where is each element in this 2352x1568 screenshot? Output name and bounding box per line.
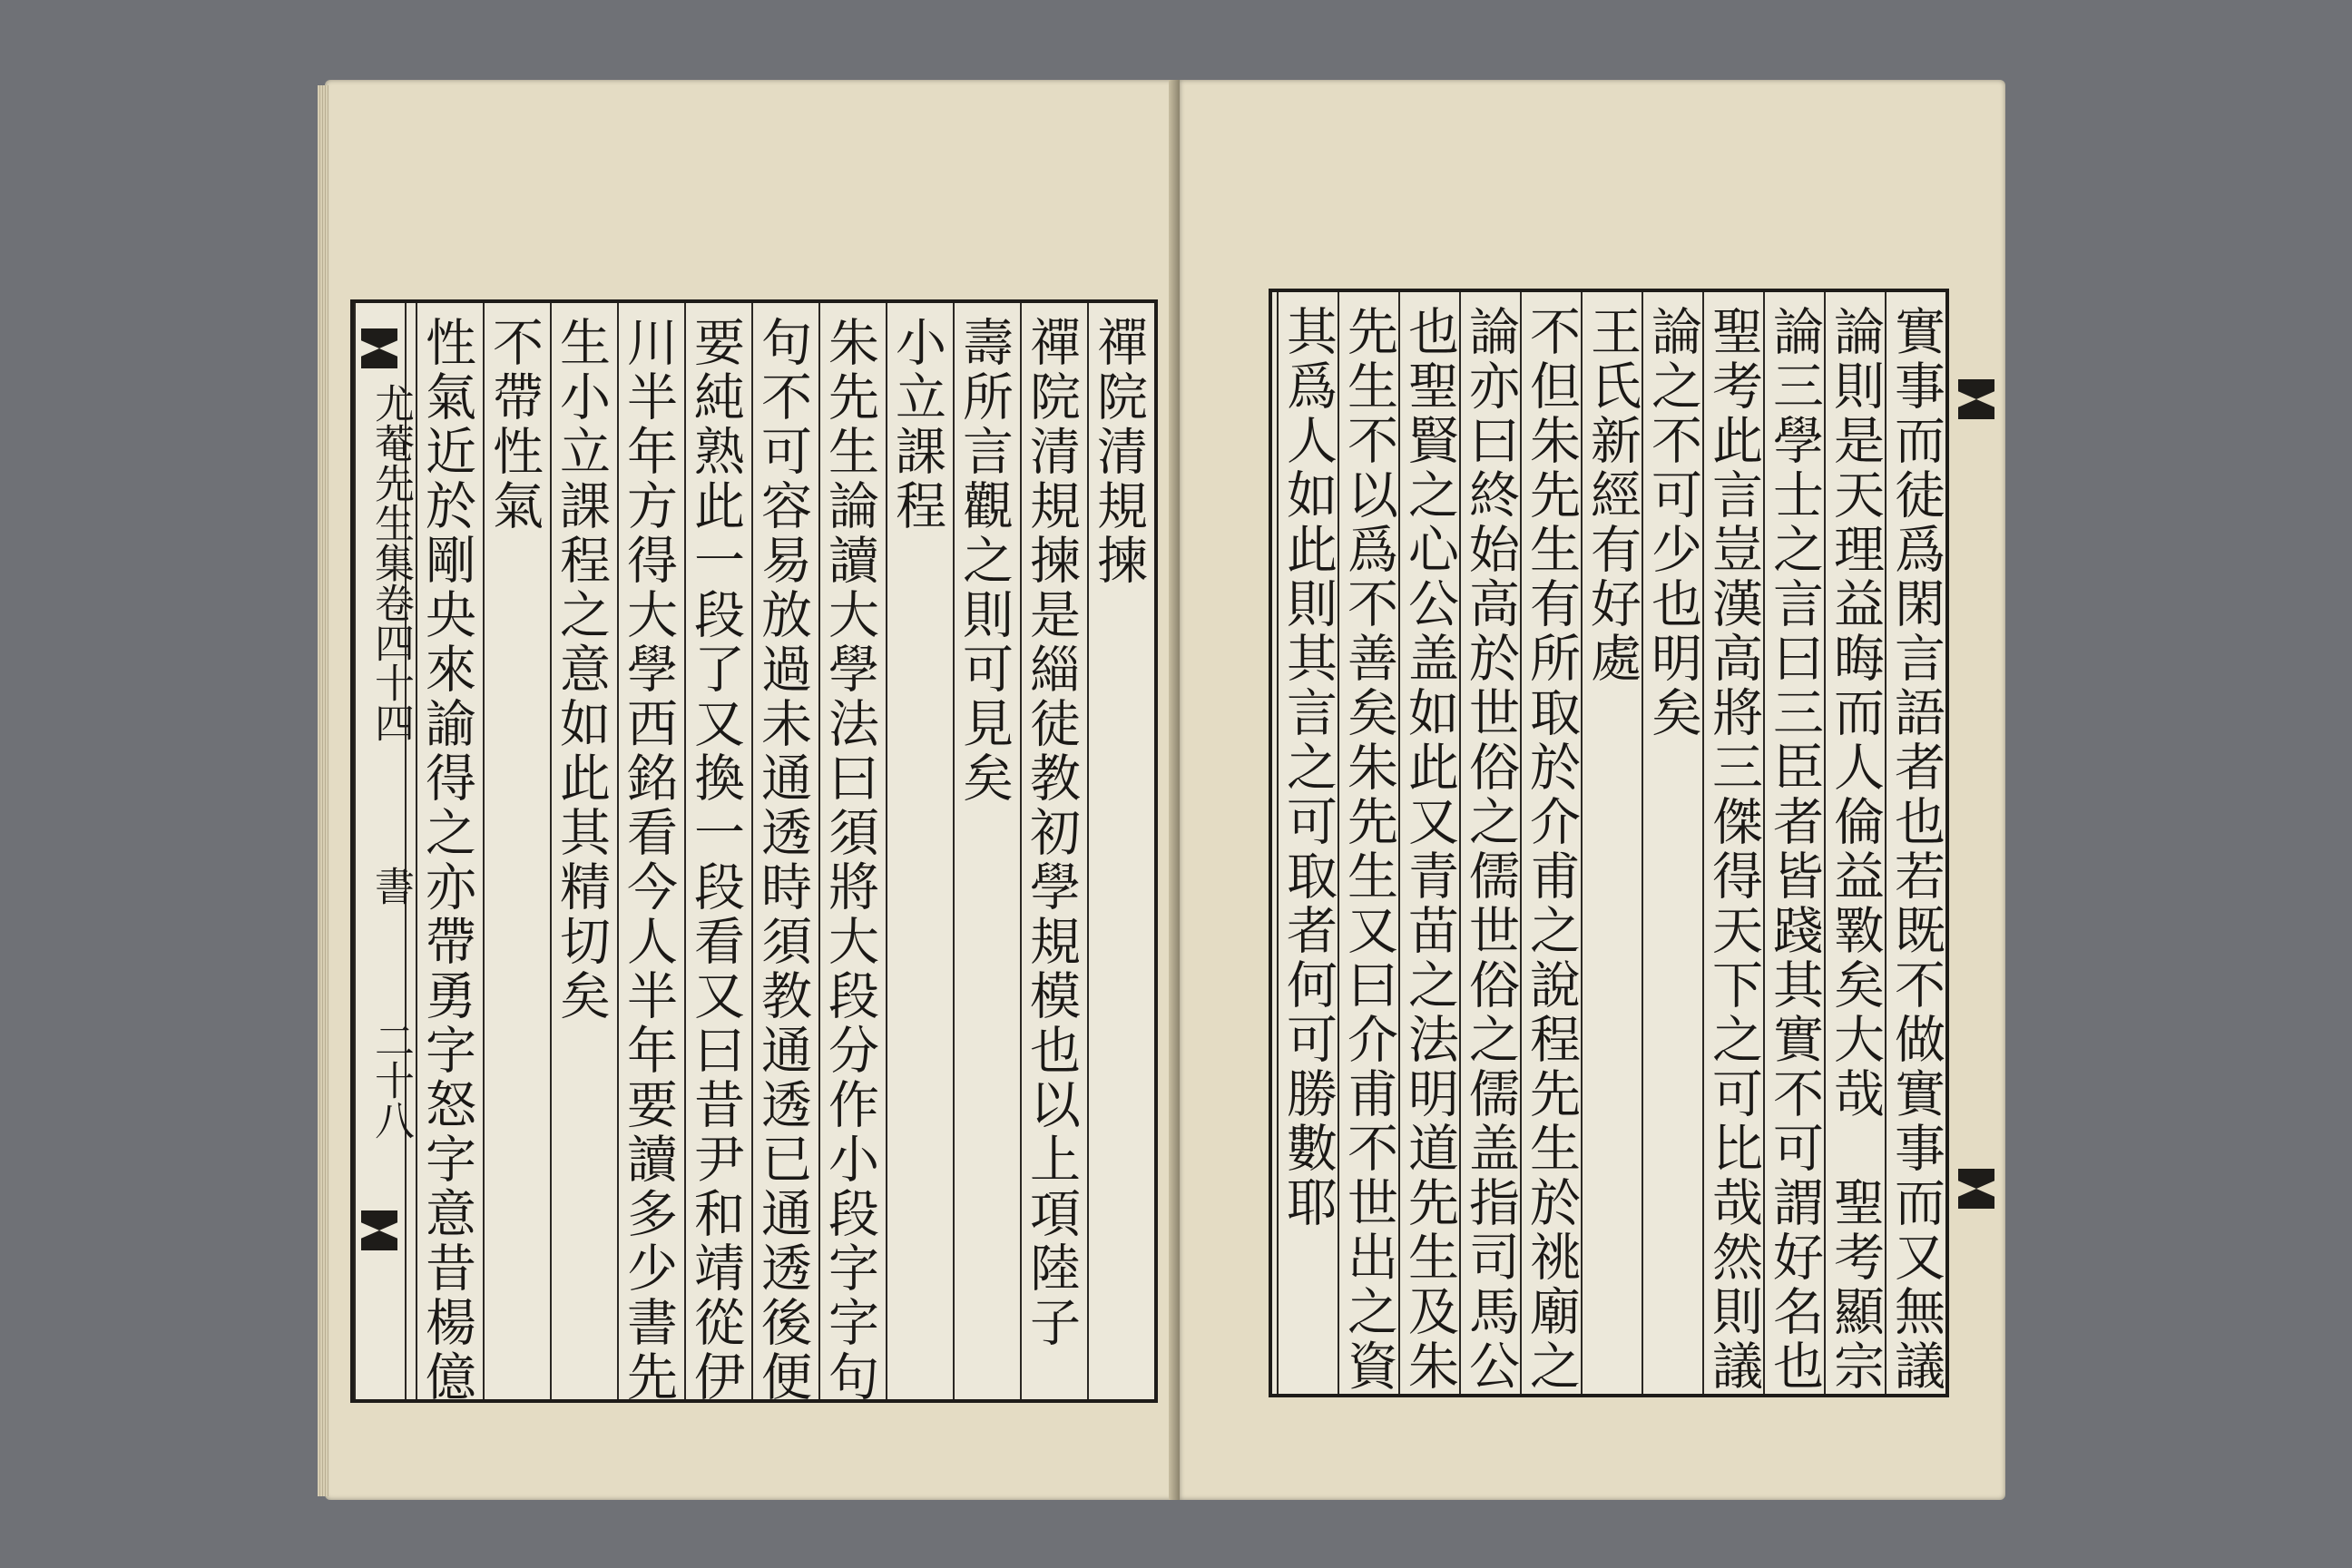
column-rule: [886, 303, 887, 1399]
column-rule: [1702, 292, 1704, 1394]
right-column-8: 論亦曰終始高於世俗之儒世俗之儒盖指司馬公: [1461, 305, 1520, 1394]
column-rule: [1020, 303, 1022, 1399]
right-text-frame: [1269, 289, 1949, 1397]
left-page: [325, 80, 1180, 1500]
column-rule: [1277, 292, 1279, 1394]
column-rule: [1581, 292, 1583, 1394]
column-rule: [483, 303, 485, 1399]
column-rule: [751, 303, 753, 1399]
column-rule: [684, 303, 686, 1399]
fold-margin-strip: [354, 303, 414, 1399]
column-rule: [1087, 303, 1089, 1399]
column-rule: [953, 303, 955, 1399]
column-rule: [1398, 292, 1400, 1394]
left-text-frame: [350, 299, 1158, 1403]
margin-page-number: 二十八: [368, 1020, 414, 1140]
right-column-10: 先生不以爲不善矣朱先生又曰介甫不世出之資: [1339, 305, 1398, 1394]
left-column-7: 要純熟此一段了又換一段看又曰昔尹和靖從伊: [686, 316, 745, 1405]
column-rule: [1459, 292, 1461, 1394]
left-column-11: 性氣近於剛央來諭得之亦帶勇字怒字意昔楊億: [417, 316, 476, 1405]
open-book: [325, 80, 2005, 1500]
right-column-7: 不但朱先生有所取於介甫之說程先生於祧廟之: [1522, 305, 1581, 1394]
column-rule: [1520, 292, 1522, 1394]
left-column-4: 小立課程: [887, 316, 946, 534]
right-column-6: 王氏新經有好處: [1583, 305, 1642, 686]
margin-section: 書: [368, 866, 414, 906]
right-column-9: 也聖賢之心公盖如此又青苗之法明道先生及朱: [1400, 305, 1459, 1394]
page-edges: [318, 85, 328, 1496]
column-rule: [1763, 292, 1765, 1394]
column-rule: [416, 303, 417, 1399]
column-rule: [550, 303, 552, 1399]
left-column-5: 朱先生論讀大學法曰須將大段分作小段字字句: [820, 316, 879, 1405]
left-column-2: 禪院清規揀是緇徒教初學規模也以上項陸子: [1022, 316, 1081, 1350]
left-column-9: 生小立課程之意如此其精切矣: [552, 316, 611, 1024]
left-column-10: 不帶性氣: [485, 316, 544, 534]
right-column-11: 其爲人如此則其言之可取者何可勝數耶: [1279, 305, 1338, 1230]
column-rule: [1642, 292, 1643, 1394]
column-rule: [617, 303, 619, 1399]
fishtail-top-icon: [361, 328, 397, 368]
left-column-8: 川半年方得大學西銘看今人半年要讀多少書先: [619, 316, 678, 1405]
right-column-5: 論之不可少也明矣: [1643, 305, 1702, 740]
margin-title: 尤菴先生集卷四十四: [368, 383, 414, 742]
fishtail-bottom-icon: [361, 1210, 397, 1250]
left-column-1: 禪院清規揀: [1089, 316, 1148, 588]
left-column-6: 句不可容易放過未通透時須教通透已通透後便: [753, 316, 812, 1405]
column-rule: [1338, 292, 1339, 1394]
right-column-3: 論三學士之言曰三臣者皆踐其實不可謂好名也: [1765, 305, 1824, 1394]
column-rule: [1885, 292, 1886, 1394]
column-rule: [1824, 292, 1826, 1394]
right-column-2: 論則是天理益晦而人倫益斁矣大哉 聖考顯宗: [1826, 305, 1885, 1394]
right-column-4: 聖考此言豈漢高將三傑得天下之可比哉然則議: [1704, 305, 1763, 1394]
column-rule: [818, 303, 820, 1399]
right-column-1: 實事而徒爲閑言語者也若既不做實事而又無議: [1886, 305, 1945, 1394]
left-column-3: 壽所言觀之則可見矣: [955, 316, 1014, 806]
